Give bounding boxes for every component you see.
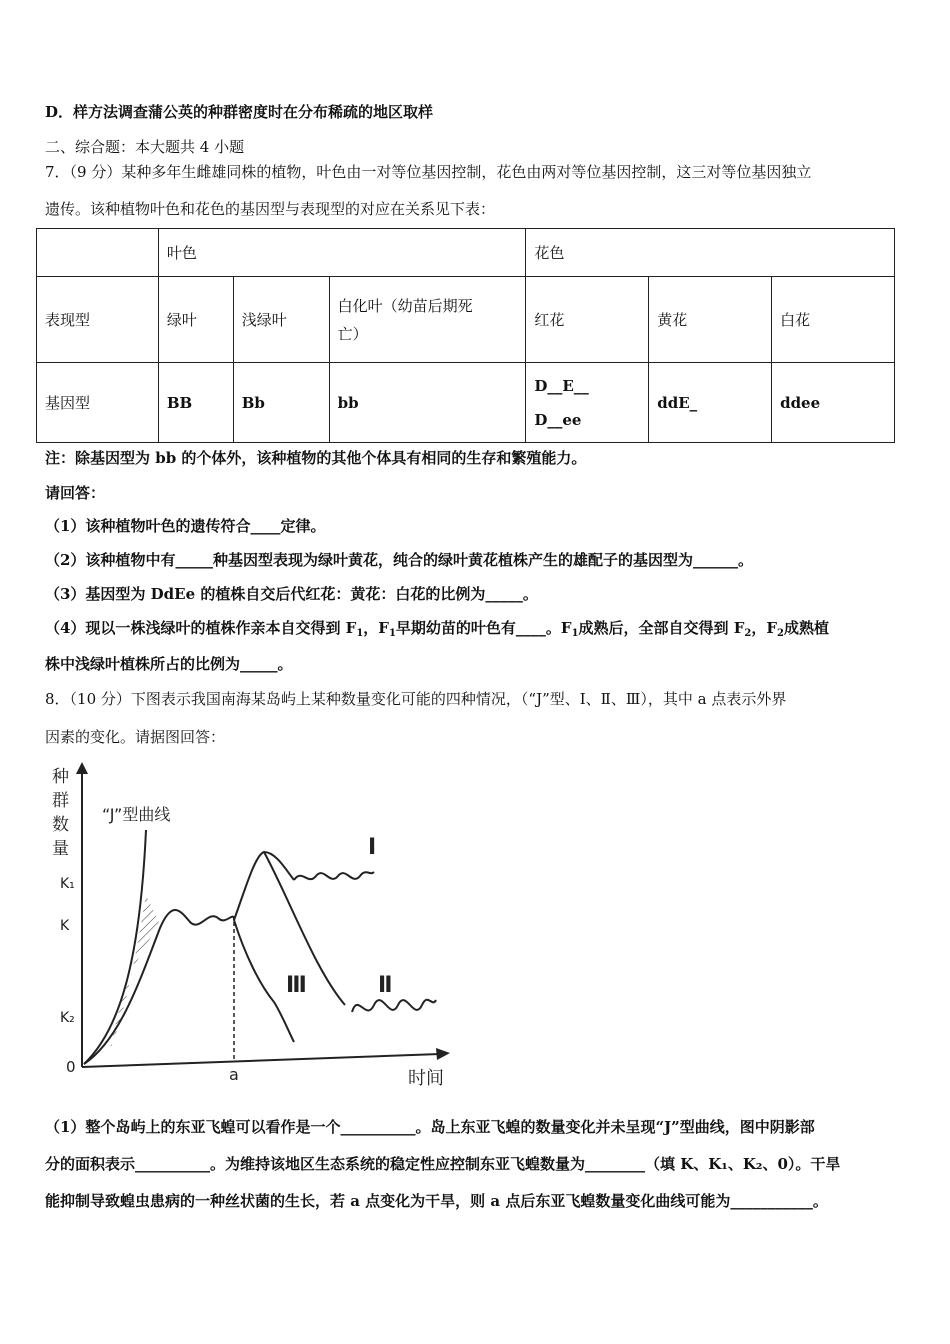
subscript: 2 <box>777 628 784 639</box>
curve-iii <box>234 920 294 1042</box>
population-curve-figure <box>40 760 470 1095</box>
q8-sub1-line1: （1）整个岛屿上的东亚飞蝗可以看作是一个__________。岛上东亚飞蝗的数量变化并未呈现“J”型曲线，图中阴影部 <box>45 1118 815 1136</box>
label-curve-iii: Ⅲ <box>286 973 307 998</box>
q8-line2: 因素的变化。请据图回答： <box>45 728 226 746</box>
table-cell: ddE_ <box>649 363 772 443</box>
tick-k1: K₁ <box>60 876 75 892</box>
table-cell: 绿叶 <box>158 277 233 363</box>
header-leaf-color: 叶色 <box>158 229 526 277</box>
table-cell: BB <box>158 363 233 443</box>
cell-line: D__ee <box>534 410 582 429</box>
table-cell: ddee <box>772 363 895 443</box>
subscript: 2 <box>744 628 752 639</box>
q7-line1: 7．（9 分）某种多年生雌雄同株的植物，叶色由一对等位基因控制，花色由两对等位基因控制，这三对等位基因独立 <box>45 163 812 181</box>
label-curve-ii: Ⅱ <box>378 973 393 998</box>
cell-line: 白化叶（幼苗后期死 <box>337 296 473 315</box>
text-run: 成熟后，全部自交得到 F <box>578 619 745 637</box>
header-flower-color: 花色 <box>526 229 895 277</box>
label-curve-i: Ⅰ <box>368 835 377 860</box>
j-curve-label: “J”型曲线 <box>102 805 171 824</box>
table-cell: 红花 <box>526 277 649 363</box>
cell-line: 亡） <box>337 324 368 343</box>
q7-note: 注：除基因型为 bb 的个体外，该种植物的其他个体具有相同的生存和繁殖能力。 <box>45 449 587 467</box>
table-row <box>37 363 895 443</box>
tick-k2: K₂ <box>60 1010 75 1026</box>
x-label: 时间 <box>408 1068 444 1089</box>
tick-k: K <box>60 918 70 934</box>
q7-sub4-line1 <box>45 618 905 644</box>
table-cell: 黄花 <box>649 277 772 363</box>
subscript: 1 <box>388 628 396 639</box>
table-cell: 白花 <box>772 277 895 363</box>
y-label-char: 数 <box>52 815 69 835</box>
subscript: 1 <box>356 628 364 639</box>
table-cell <box>37 229 159 277</box>
q7-sub3: （3）基因型为 DdEe 的植株自交后代红花：黄花：白花的比例为_____。 <box>45 585 538 603</box>
q7-sub2: （2）该种植物中有_____种基因型表现为绿叶黄花，纯合的绿叶黄花植株产生的雄配子的基因型为______。 <box>45 551 753 569</box>
table-cell: 浅绿叶 <box>233 277 329 363</box>
y-label-char: 种 <box>52 767 69 787</box>
q7-sub1: （1）该种植物叶色的遗传符合____定律。 <box>45 517 326 535</box>
curve-ii-oscillation <box>352 1000 436 1012</box>
table-cell <box>526 363 649 443</box>
genotype-table <box>36 228 895 443</box>
phenotype-label: 表现型 <box>37 277 159 363</box>
curve-i <box>234 852 294 920</box>
q7-line2: 遗传。该种植物叶色和花色的基因型与表现型的对应在关系见下表： <box>45 200 496 218</box>
text-run: 早期幼苗的叶色有____。F <box>395 619 572 637</box>
y-axis-arrow <box>76 762 88 774</box>
q7-sub4-line2: 株中浅绿叶植株所占的比例为_____。 <box>45 655 293 673</box>
q8-sub1-line3: 能抑制导致蝗虫患病的一种丝状菌的生长，若 a 点变化为干旱，则 a 点后东亚飞蝗数量变化曲线可能为___________。 <box>45 1192 828 1210</box>
table-cell <box>329 277 526 363</box>
table-row <box>37 277 895 363</box>
subscript: 1 <box>571 628 579 639</box>
cell-line: D__E__ <box>534 376 589 395</box>
q7-prompt: 请回答： <box>45 484 106 502</box>
section-heading: 二、综合题：本大题共 4 小题 <box>45 138 245 156</box>
tick-origin: 0 <box>66 1058 76 1076</box>
genotype-label: 基因型 <box>37 363 159 443</box>
text-run: ，F <box>751 619 778 637</box>
tick-a: a <box>229 1065 239 1084</box>
text-run: （4）现以一株浅绿叶的植株作亲本自交得到 F <box>45 619 357 637</box>
curve-i-oscillation <box>294 872 374 880</box>
table-cell: bb <box>329 363 526 443</box>
x-axis <box>82 1054 440 1067</box>
q8-line1: 8．（10 分）下图表示我国南海某岛屿上某种数量变化可能的四种情况，（“J”型、Ⅰ、Ⅱ、Ⅲ），其中 a 点表示外界 <box>45 690 787 708</box>
text-run: 成熟植 <box>784 619 830 637</box>
option-d: D．样方法调查蒲公英的种群密度时在分布稀疏的地区取样 <box>45 103 434 121</box>
y-label-char: 量 <box>52 839 69 859</box>
y-label-char: 群 <box>52 791 69 811</box>
s-curve <box>84 910 234 1064</box>
table-row <box>37 229 895 277</box>
table-cell: Bb <box>233 363 329 443</box>
q8-sub1-line2: 分的面积表示__________。为维持该地区生态系统的稳定性应控制东亚飞蝗数量为________（填 K、K₁、K₂、0）。干旱 <box>45 1155 841 1173</box>
text-run: ，F <box>363 619 389 637</box>
x-axis-arrow <box>436 1048 450 1060</box>
